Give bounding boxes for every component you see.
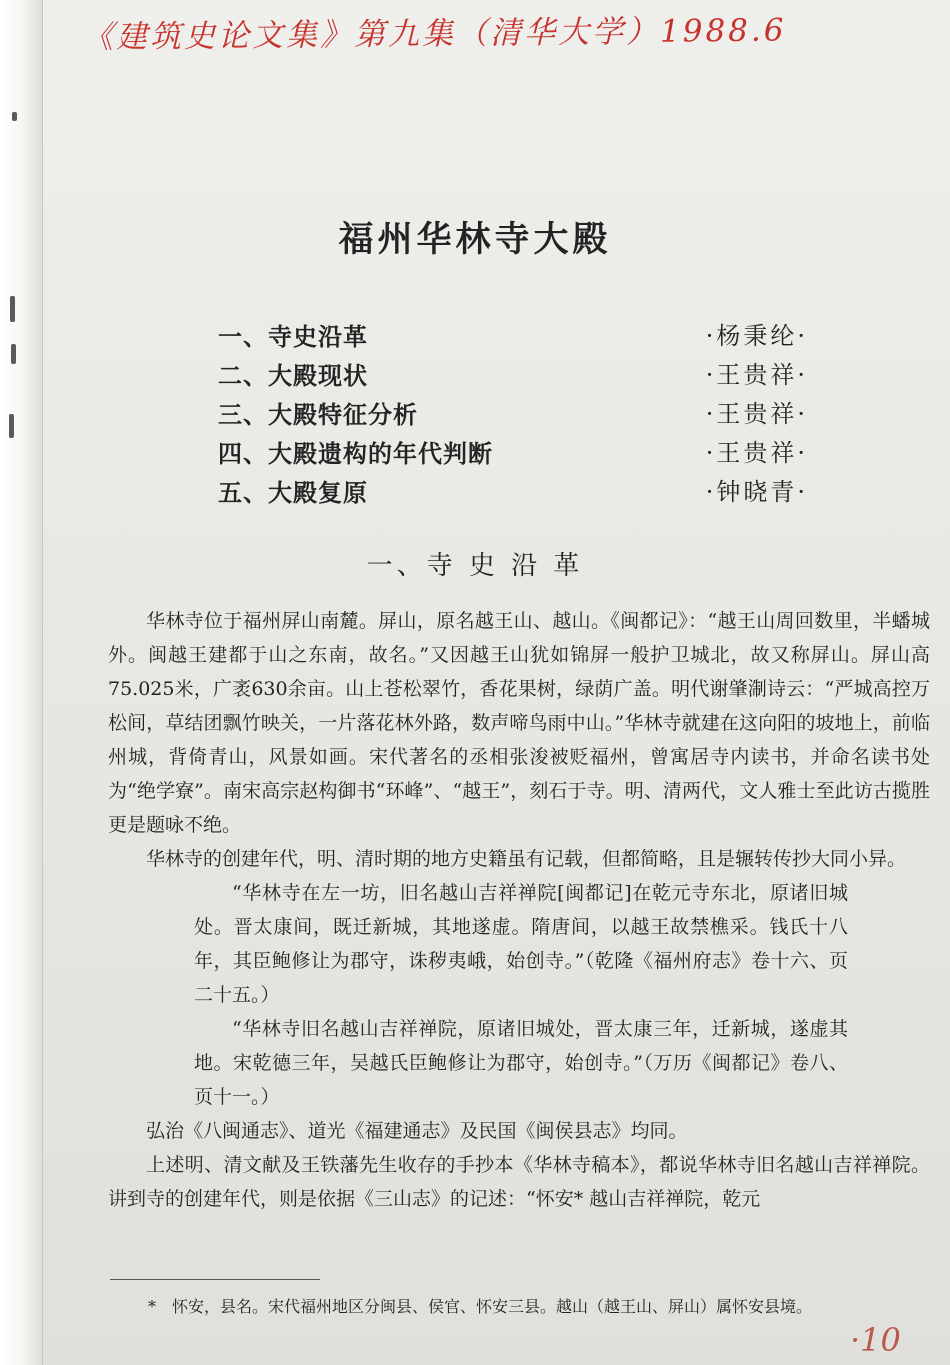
paragraph: 上述明、清文献及王铁藩先生收存的手抄本《华林寺稿本》，都说华林寺旧名越山吉祥禅院。讲到寺的创建年代，则是依据《三山志》的记述：“怀安* 越山吉祥禅院，乾元 xyxy=(108,1154,930,1210)
binding-hole-mark xyxy=(11,344,16,364)
toc-entry xyxy=(218,473,808,512)
toc-number: 二、 xyxy=(218,361,268,390)
footnote-divider xyxy=(110,1279,320,1280)
toc-entry xyxy=(218,356,808,395)
paragraph: 弘治《八闽通志》、道光《福建通志》及民国《闽侯县志》均同。 xyxy=(146,1120,688,1142)
toc-title: 大殿复原 xyxy=(268,478,368,507)
table-of-contents xyxy=(218,317,808,512)
handwritten-citation: 《建筑史论文集》第九集（清华大学）1988.6 xyxy=(81,12,787,56)
toc-author: ·王贵祥· xyxy=(705,361,808,389)
toc-title: 大殿遗构的年代判断 xyxy=(268,439,493,468)
page-number: ·10 xyxy=(850,1321,901,1359)
toc-entry xyxy=(218,317,808,356)
toc-title: 寺史沿革 xyxy=(268,322,368,351)
block-quote: “华林寺旧名越山吉祥禅院，原诸旧城处，晋太康三年，迁新城，遂虚其地。宋乾德三年，吴越氏臣鲍修让为郡守，始创寺。”（万历《闽都记》卷八、页十一。） xyxy=(194,1018,848,1108)
toc-title: 大殿特征分析 xyxy=(268,400,418,429)
toc-number: 三、 xyxy=(218,400,268,429)
toc-title: 大殿现状 xyxy=(268,361,368,390)
toc-author: ·王贵祥· xyxy=(705,400,808,428)
toc-entry xyxy=(218,395,808,434)
binding-hole-mark xyxy=(9,414,14,438)
toc-author: ·王贵祥· xyxy=(705,439,808,467)
toc-entry xyxy=(218,434,808,473)
paragraph: 华林寺的创建年代，明、清时期的地方史籍虽有记载，但都简略，且是辗转传抄大同小异。 xyxy=(146,848,907,870)
section-heading: 一、寺 史 沿 革 xyxy=(366,551,584,581)
footnote: * 怀安，县名。宋代福州地区分闽县、侯官、怀安三县。越山（越王山、屏山）属怀安县境。 xyxy=(148,1297,813,1316)
toc-number: 五、 xyxy=(218,478,268,507)
toc-author: ·杨秉纶· xyxy=(705,322,808,350)
block-quote: “华林寺在左一坊，旧名越山吉祥禅院[闽都记]在乾元寺东北，原诸旧城处。晋太康间，既迁新城，其地遂虚。隋唐间，以越王故禁樵采。钱氏十八年，其臣鲍修让为郡守，诛秽夷峨，始创寺。”（乾隆《福州府志》卷十六、页二十五。） xyxy=(194,882,848,1006)
toc-number: 四、 xyxy=(218,439,268,468)
binding-edge xyxy=(0,0,43,1365)
binding-hole-mark xyxy=(10,296,15,322)
binding-hole-mark xyxy=(12,112,17,121)
toc-author: ·钟晓青· xyxy=(705,478,808,506)
paragraph: 华林寺位于福州屏山南麓。屏山，原名越王山、越山。《闽都记》：“越王山周回数里，半蟠城外。闽越王建都于山之东南，故名。”又因越王山犹如锦屏一般护卫城北，故又称屏山。屏山高75.025米，广袤630余亩。山上苍松翠竹，香花果树，绿荫广盖。明代谢肇淛诗云：“严城高控万松间，草结团飘竹映关，一片落花林外路，数声啼鸟雨中山。”华林寺就建在这向阳的坡地上，前临州城，背倚青山，风景如画。宋代著名的丞相张浚被贬福州，曾寓居寺内读书，并命名读书处为“绝学寮”。南宋高宗赵构御书“环峰”、“越王”，刻石于寺。明、清两代，文人雅士至此访古揽胜更是题咏不绝。 xyxy=(108,610,930,836)
article-title: 福州华林寺大殿 xyxy=(338,219,612,260)
toc-number: 一、 xyxy=(218,322,268,351)
body-text xyxy=(108,604,930,1216)
